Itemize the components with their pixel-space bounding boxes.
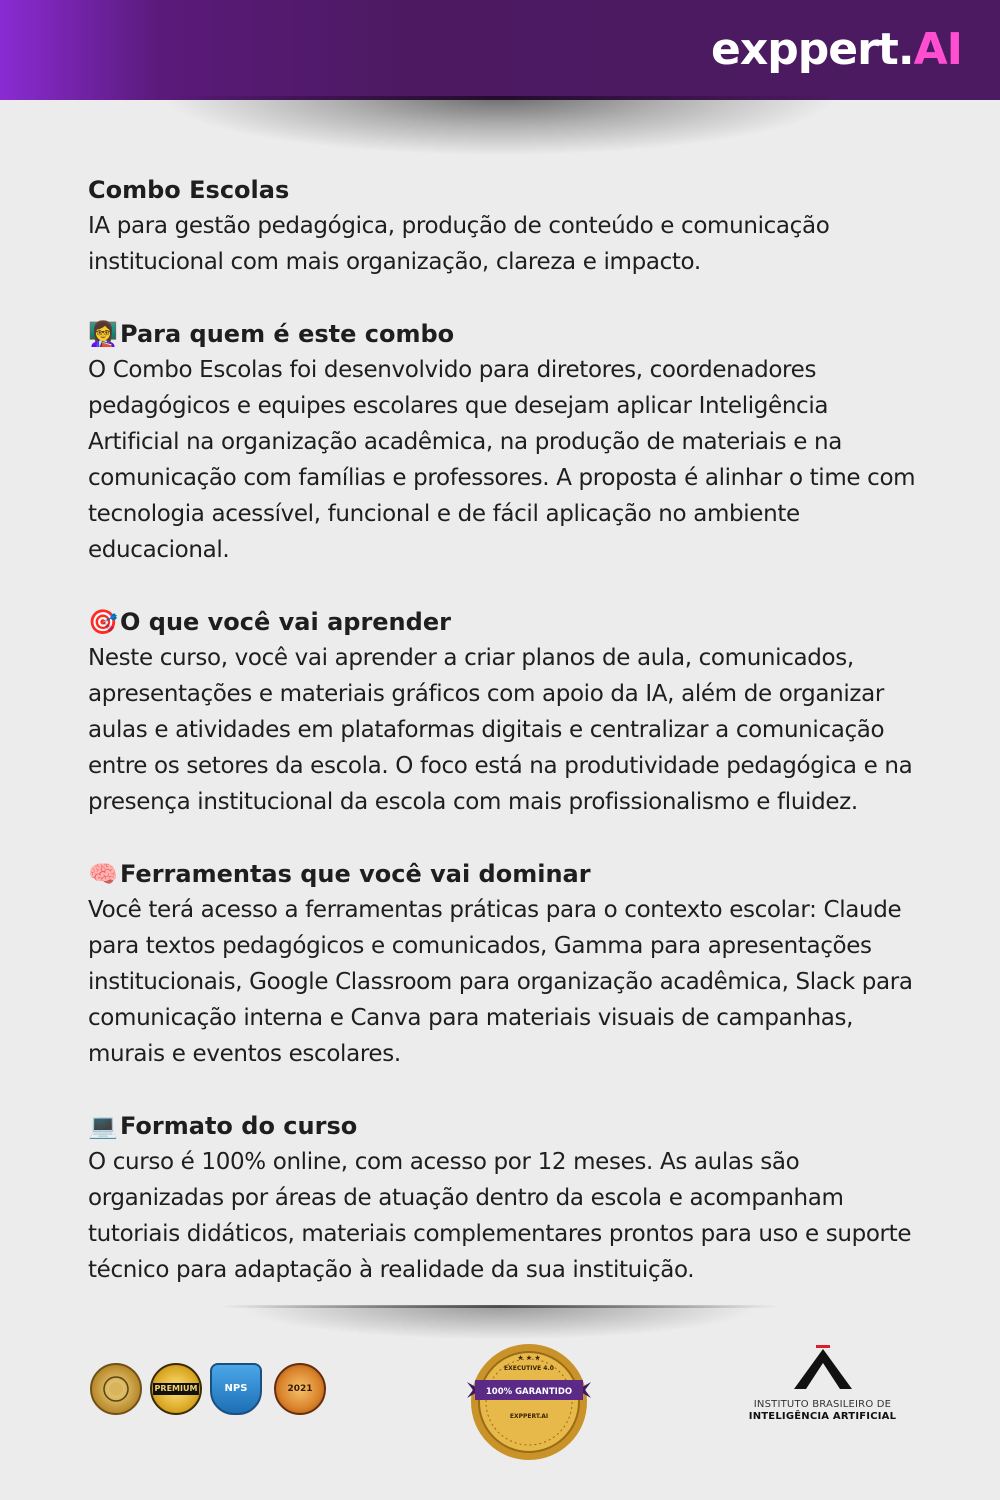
section-format bbox=[88, 1108, 918, 1288]
premium-badge-text: PREMIUM bbox=[154, 1384, 198, 1393]
section-audience bbox=[88, 316, 918, 568]
main-content bbox=[88, 172, 918, 1324]
institute-line2: INTELIGÊNCIA ARTIFICIAL bbox=[748, 1411, 897, 1422]
review-badge-icon bbox=[90, 1363, 142, 1415]
section-title-text: Para quem é este combo bbox=[120, 320, 455, 348]
section-title-text: Ferramentas que você vai dominar bbox=[120, 860, 591, 888]
institute-line1: INSTITUTO BRASILEIRO DE bbox=[753, 1399, 892, 1410]
nps-badge-icon bbox=[210, 1363, 262, 1415]
target-icon: 🎯 bbox=[88, 608, 118, 636]
section-title bbox=[88, 856, 918, 892]
teacher-icon: 👩‍🏫 bbox=[88, 320, 118, 348]
institute-logo bbox=[735, 1345, 910, 1425]
section-text: Neste curso, você vai aprender a criar planos de aula, comunicados, apresentações e materiais gráficos com apoio da IA, além de organizar aulas e atividades em plataformas digitais e centralizar a comunicação entre os setores da escola. O foco está na produtividade pedagógica e na presença institucional da escola com mais profissionalismo e fluidez. bbox=[88, 645, 913, 815]
seal-ribbon-text: 100% GARANTIDO bbox=[485, 1387, 573, 1397]
footer-divider bbox=[220, 1305, 780, 1308]
intro-title: Combo Escolas bbox=[88, 176, 290, 204]
premium-badge-icon bbox=[150, 1363, 202, 1415]
section-title-text: Formato do curso bbox=[120, 1112, 358, 1140]
intro-section bbox=[88, 172, 918, 280]
guarantee-seal-icon bbox=[467, 1340, 591, 1464]
brand-logo bbox=[711, 22, 962, 78]
logo-text: exppert. bbox=[711, 24, 914, 75]
award-badge-text: 2021 bbox=[287, 1384, 313, 1394]
institute-mark-icon bbox=[788, 1345, 858, 1391]
footer-shadow bbox=[240, 1306, 760, 1340]
section-title-text: O que você vai aprender bbox=[120, 608, 451, 636]
section-text: O Combo Escolas foi desenvolvido para diretores, coordenadores pedagógicos e equipes escolares que desejam aplicar Inteligência Artificial na organização acadêmica, na produção de materiais e na comunicação com famílias e professores. A proposta é alinhar o time com tecnologia acessível, funcional e de fácil aplicação no ambiente educacional. bbox=[88, 357, 916, 563]
seal-top-text: EXECUTIVE 4.0 bbox=[504, 1365, 554, 1372]
seal-stars: ★ ★ ★ bbox=[517, 1354, 541, 1362]
section-title bbox=[88, 316, 918, 352]
section-title bbox=[88, 1108, 918, 1144]
brain-icon: 🧠 bbox=[88, 860, 118, 888]
seal-bottom-text: EXPPERT.AI bbox=[509, 1413, 549, 1420]
section-text: Você terá acesso a ferramentas práticas para o contexto escolar: Claude para textos pedagógicos e comunicados, Gamma para apresentações institucionais, Google Classroom para organização acadêmica, Slack para comunicação interna e Canva para materiais visuais de campanhas, murais e eventos escolares. bbox=[88, 897, 913, 1067]
award-badge-icon bbox=[274, 1363, 326, 1415]
header-shadow bbox=[160, 96, 840, 156]
section-title bbox=[88, 604, 918, 640]
section-text: O curso é 100% online, com acesso por 12 meses. As aulas são organizadas por áreas de atuação dentro da escola e acompanham tutoriais didáticos, materiais complementares prontos para uso e suporte técnico para adaptação à realidade da sua instituição. bbox=[88, 1149, 912, 1283]
intro-text: IA para gestão pedagógica, produção de conteúdo e comunicação institucional com mais organização, clareza e impacto. bbox=[88, 213, 830, 275]
section-tools bbox=[88, 856, 918, 1072]
logo-ai-text: AI bbox=[913, 24, 962, 75]
nps-badge-text: NPS bbox=[224, 1383, 248, 1394]
section-learn bbox=[88, 604, 918, 820]
laptop-icon: 💻 bbox=[88, 1112, 118, 1140]
